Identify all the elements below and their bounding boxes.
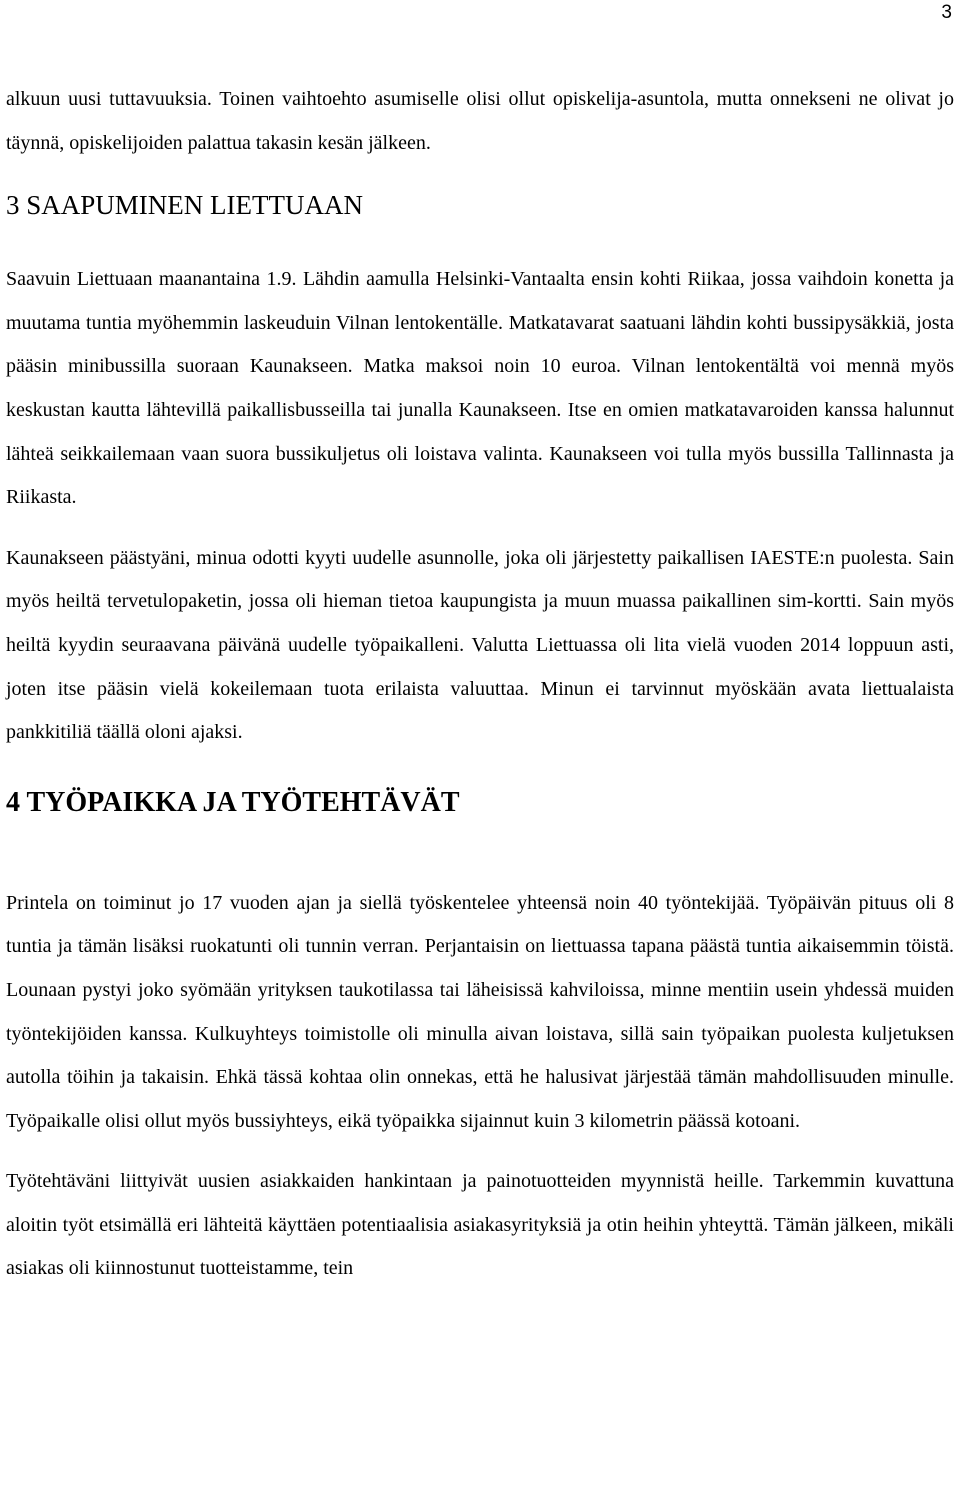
page-number: 3 bbox=[941, 2, 952, 23]
paragraph-intro-continued: alkuun uusi tuttavuuksia. Toinen vaihtoehto asumiselle olisi ollut opiskelija-asuntola, mutta onnekseni ne olivat jo täynnä, opiskelijoiden palattua takasin kesän jälkeen. bbox=[6, 88, 954, 154]
paragraph-workplace: Printela on toiminut jo 17 vuoden ajan ja siellä työskentelee yhteensä noin 40 työntekijää. Työpäivän pituus oli 8 tuntia ja tämän lisäksi ruokatunti oli tunnin verran. Perjantaisin on liettuassa tapana päästä tuntia aikaisemmin töistä. Lounaan pystyi joko syömään yrityksen taukotilassa tai läheisissä kahviloissa, minne mentiin usein yhdessä muiden työntekijöiden kanssa. Kulkuyhteys toimistolle oli minulla aivan loistava, sillä sain työpaikan puolesta kuljetuksen autolla töihin ja takaisin. Ehkä tässä kohtaa olin onnekas, että he halusivat järjestää tämän mahdollisuuden minulle. Työpaikalle olisi ollut myös bussiyhteys, eikä työpaikka sijainnut kuin 3 kilometrin päässä kotoani. bbox=[6, 891, 954, 1132]
section-heading-arrival: 3 SAAPUMINEN LIETTUAAN bbox=[6, 190, 363, 221]
section-heading-workplace: 4 TYÖPAIKKA JA TYÖTEHTÄVÄT bbox=[6, 786, 460, 818]
paragraph-arrival: Saavuin Liettuaan maanantaina 1.9. Lähdin aamulla Helsinki-Vantaalta ensin kohti Riikaa, jossa vaihdoin konetta ja muutama tuntia myöhemmin laskeuduin Vilnan lentokentälle. Matkatavarat saatuani lähdin kohti bussipysäkkiä, josta pääsin minibussilla suoraan Kaunakseen. Matka maksoi noin 10 euroa. Vilnan lentokentältä voi mennä myös keskustan kautta lähtevillä paikallisbusseilla tai junalla Kaunakseen. Itse en omien matkatavaroiden kanssa halunnut lähteä seikkailemaan vaan suora bussikuljetus oli loistava valinta. Kaunakseen voi tulla myös bussilla Tallinnasta ja Riikasta. bbox=[6, 268, 954, 509]
paragraph-welcome: Kaunakseen päästyäni, minua odotti kyyti uudelle asunnolle, joka oli järjestetty paikallisen IAESTE:n puolesta. Sain myös heiltä tervetulopaketin, jossa oli hieman tietoa kaupungista ja muun muassa paikallinen sim-kortti. Sain myös heiltä kyydin seuraavana päivänä uudelle työpaikalleni. Valutta Liettuassa oli lita vielä vuoden 2014 loppuun asti, joten itse pääsin vielä kokeilemaan tuota erilaista valuuttaa. Minun ei tarvinnut myöskään avata liettualaista pankkitiliä täällä oloni ajaksi. bbox=[6, 546, 954, 744]
paragraph-tasks: Työtehtäväni liittyivät uusien asiakkaiden hankintaan ja painotuotteiden myynnistä heille. Tarkemmin kuvattuna aloitin työt etsimällä eri lähteitä käyttäen potentiaalisia asiakasyrityksiä ja otin heihin yhteyttä. Tämän jälkeen, mikäli asiakas oli kiinnostunut tuotteistamme, tein bbox=[6, 1170, 954, 1280]
document-body bbox=[6, 78, 954, 1291]
